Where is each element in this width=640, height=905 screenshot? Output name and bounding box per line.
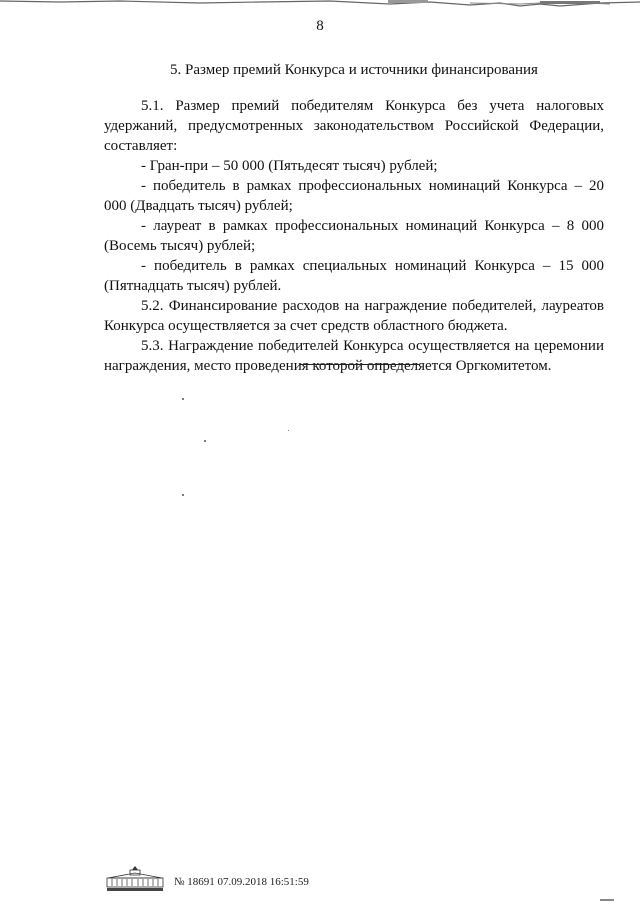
page-number: 8 bbox=[316, 18, 324, 34]
paragraph-5-3: 5.3. Награждение победителей Конкурса осуществляется на церемонии награждения, место проведения которой определяется Оргкомитетом. bbox=[104, 338, 604, 374]
section-heading: 5. Размер премий Конкурса и источники финансирования bbox=[170, 62, 538, 78]
list-item-professional-winner: - победитель в рамках профессиональных номинаций Конкурса – 20 000 (Двадцать тысяч) рублей; bbox=[104, 178, 604, 214]
list-item-grand-prix: - Гран-при – 50 000 (Пятьдесят тысяч) рублей; bbox=[141, 158, 438, 174]
scan-speck bbox=[182, 494, 184, 496]
section-body bbox=[104, 96, 604, 376]
scan-edge-artifact bbox=[0, 0, 640, 8]
government-building-logo bbox=[104, 864, 166, 892]
paragraph-5-2: 5.2. Финансирование расходов на награждение победителей, лауреатов Конкурса осуществляется за счет средств областного бюджета. bbox=[104, 298, 604, 334]
scan-speck bbox=[204, 440, 206, 442]
list-item-special-winner: - победитель в рамках специальных номинаций Конкурса – 15 000 (Пятнадцать тысяч) рублей. bbox=[104, 258, 604, 294]
scan-corner-mark bbox=[600, 899, 614, 901]
list-item-laureate: - лауреат в рамках профессиональных номинаций Конкурса – 8 000 (Восемь тысяч) рублей; bbox=[104, 218, 604, 254]
closing-rule bbox=[300, 364, 420, 365]
registration-stamp: № 18691 07.09.2018 16:51:59 bbox=[174, 876, 309, 888]
footer bbox=[104, 862, 309, 892]
scan-speck bbox=[288, 430, 289, 431]
scan-speck bbox=[182, 398, 184, 400]
paragraph-5-1: 5.1. Размер премий победителям Конкурса без учета налоговых удержаний, предусмотренных законодательством Российской Федерации, составляет: bbox=[104, 98, 604, 154]
